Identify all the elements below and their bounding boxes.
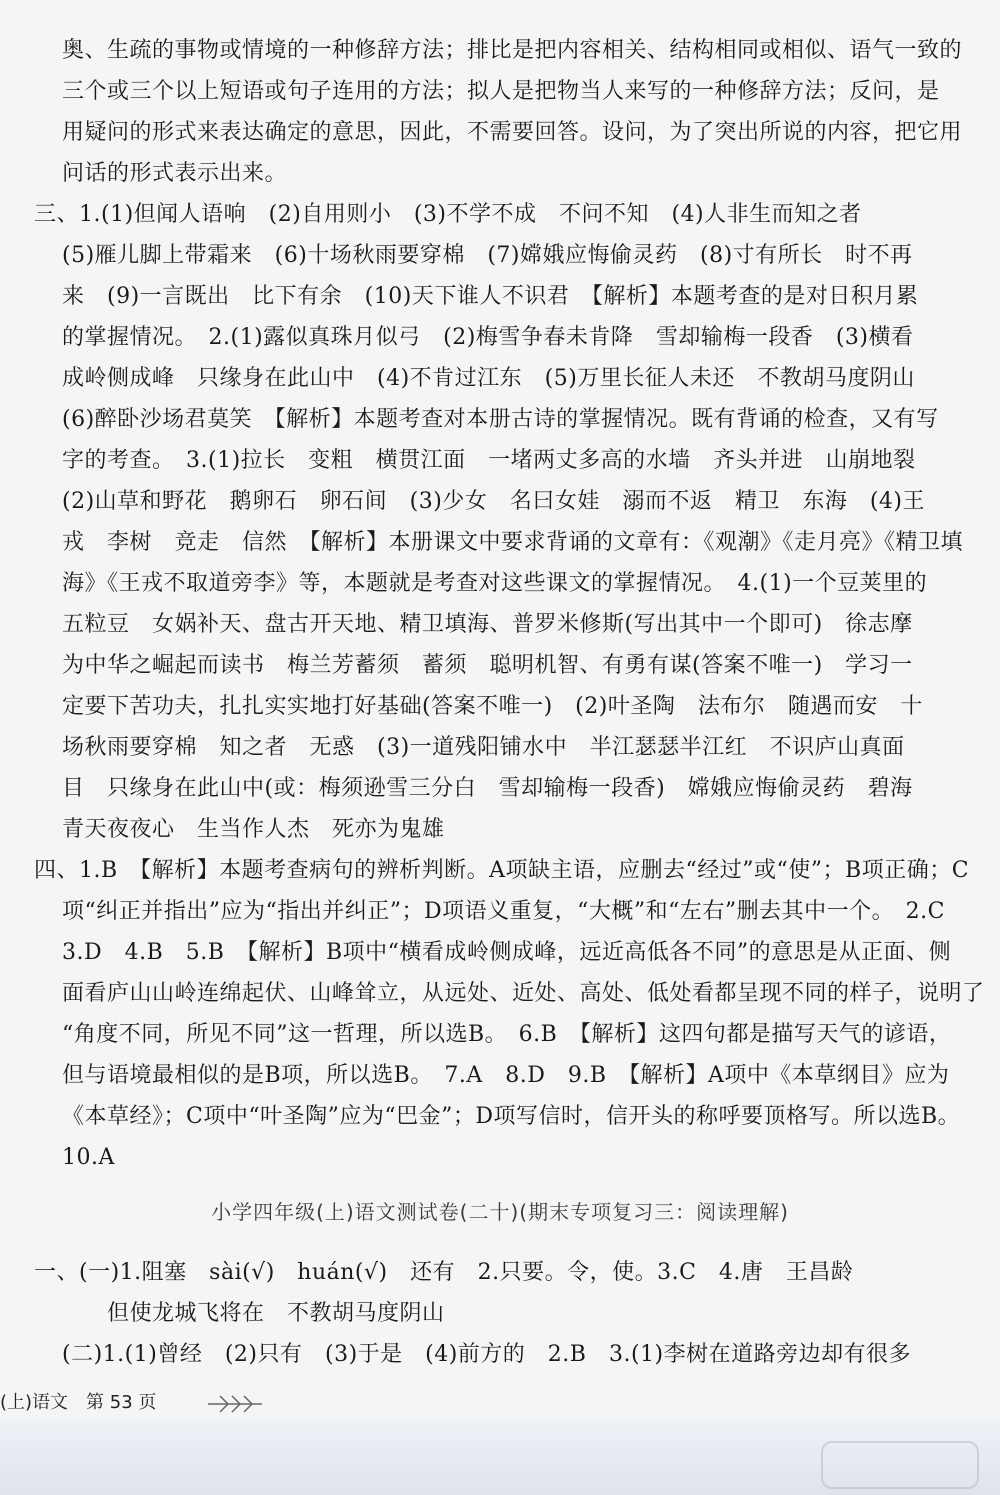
text-line: (2)山草和野花 鹅卵石 卵石间 (3)少女 名曰女娃 溺而不返 精卫 东海 (4)王 — [62, 489, 925, 514]
text-line: “角度不同，所见不同”这一哲理，所以选B。 6.B 【解析】这四句都是描写天气的谚语， — [62, 1022, 952, 1047]
answer-text-block — [34, 30, 985, 1178]
text-line: 字的考查。 3.(1)拉长 变粗 横贯江面 一堵两丈多高的水墙 齐头并进 山崩地裂 — [62, 448, 916, 473]
text-line: 3.D 4.B 5.B 【解析】B项中“横看成岭侧成峰，远近高低各不同”的意思是从正面、侧 — [62, 940, 952, 965]
text-line: 四、1.B 【解析】本题考查病句的辨析判断。A项缺主语，应删去“经过”或“使”；B项正确；C — [34, 858, 970, 883]
text-line: 10.A — [62, 1145, 115, 1170]
watermark-logo — [820, 1440, 980, 1490]
chevron-arrows-icon — [206, 1392, 266, 1416]
text-line: 来 (9)一言既出 比下有余 (10)天下谁人不识君 【解析】本题考查的是对日积月累 — [62, 284, 919, 309]
text-line: (5)雁儿脚上带霜来 (6)十场秋雨要穿棉 (7)嫦娥应悔偷灵药 (8)寸有所长 时不再 — [62, 243, 913, 268]
text-line: 《本草经》；C项中“叶圣陶”应为“巴金”；D项写信时，信开头的称呼要顶格写。所以选B。 — [62, 1104, 961, 1129]
text-line: 场秋雨要穿棉 知之者 无惑 (3)一道残阳铺水中 半江瑟瑟半江红 不识庐山真面 — [62, 735, 905, 760]
text-line: 青天夜夜心 生当作人杰 死亦为鬼雄 — [62, 817, 445, 842]
text-line: (二)1.(1)曾经 (2)只有 (3)于是 (4)前方的 2.B 3.(1)李树在道路旁边却有很多 — [62, 1342, 912, 1367]
text-line: 但与语境最相似的是B项，所以选B。 7.A 8.D 9.B 【解析】A项中《本草纲目》应为 — [62, 1063, 950, 1088]
text-line: 一、(一)1.阻塞 sài(√) huán(√) 还有 2.只要。令，使。3.C 4.唐 王昌龄 — [34, 1260, 854, 1285]
answer-text-block-2 — [34, 1252, 968, 1375]
text-line: 目 只缘身在此山中(或：梅须逊雪三分白 雪却输梅一段香) 嫦娥应悔偷灵药 碧海 — [62, 776, 913, 801]
text-line: 为中华之崛起而读书 梅兰芳蓄须 蓄须 聪明机智、有勇有谋(答案不唯一) 学习一 — [62, 653, 913, 678]
text-line: 的掌握情况。 2.(1)露似真珠月似弓 (2)梅雪争春未肯降 雪却输梅一段香 (3)横看 — [62, 325, 914, 350]
footer-suffix: 页 — [138, 1392, 157, 1413]
text-line: 五粒豆 女娲补天、盘古开天地、精卫填海、普罗米修斯(写出其中一个即可) 徐志摩 — [62, 612, 913, 637]
text-line: 面看庐山山岭连绵起伏、山峰耸立，从远处、近处、高处、低处看都呈现不同的样子，说明了 — [62, 981, 985, 1006]
text-line: 戎 李树 竞走 信然 【解析】本册课文中要求背诵的文章有：《观潮》《走月亮》《精卫填 — [62, 530, 964, 555]
text-line: 定要下苦功夫，扎扎实实地打好基础(答案不唯一) (2)叶圣陶 法布尔 随遇而安 十 — [62, 694, 923, 719]
text-line: 成岭侧成峰 只缘身在此山中 (4)不肯过江东 (5)万里长征人未还 不教胡马度阴山 — [62, 366, 915, 391]
text-line: 海》《王戎不取道旁李》等，本题就是考查对这些课文的掌握情况。 4.(1)一个豆荚里的 — [62, 571, 928, 596]
section-heading: 小学四年级(上)语文测试卷(二十)(期末专项复习三：阅读理解) — [211, 1200, 789, 1224]
text-line: 但使龙城飞将在 不教胡马度阴山 — [62, 1301, 445, 1326]
footer-label: (上)语文 第 — [0, 1392, 105, 1413]
watermark-icon — [820, 1440, 980, 1490]
text-line: 项“纠正并指出”应为“指出并纠正”；D项语义重复，“大概”和“左右”删去其中一个。 2.C — [62, 899, 945, 924]
text-line: 用疑问的形式来表达确定的意思，因此，不需要回答。设问，为了突出所说的内容，把它用 — [62, 120, 963, 145]
page-number: 53 — [109, 1392, 133, 1413]
page-footer — [0, 1388, 156, 1418]
text-line: 三个或三个以上短语或句子连用的方法；拟人是把物当人来写的一种修辞方法；反问，是 — [62, 79, 940, 104]
text-line: 问话的形式表示出来。 — [62, 161, 288, 186]
text-line: (6)醉卧沙场君莫笑 【解析】本题考查对本册古诗的掌握情况。既有背诵的检查，又有写 — [62, 407, 939, 432]
text-line: 奥、生疏的事物或情境的一种修辞方法；排比是把内容相关、结构相同或相似、语气一致的 — [62, 38, 963, 63]
text-line: 三、1.(1)但闻人语响 (2)自用则小 (3)不学不成 不问不知 (4)人非生而知之者 — [34, 202, 862, 227]
